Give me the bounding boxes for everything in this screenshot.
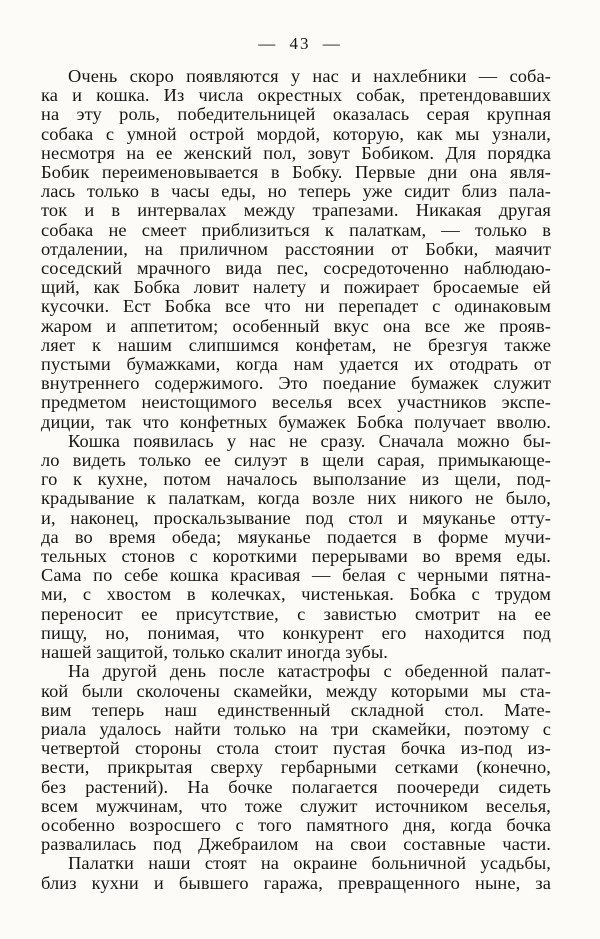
- text-line: риала удалось найти только на три скамейки, поэтому с: [41, 718, 551, 739]
- text-line: На другой день после катастрофы с обеденной палат-: [68, 661, 551, 682]
- text-line: тельных стонов с короткими перерывами во время еды.: [41, 546, 551, 567]
- text-line: диции, так что конфетных бумажек Бобка получает вволю.: [41, 411, 551, 432]
- text-line: вим теперь наш единственный складной стол. Мате-: [41, 699, 551, 720]
- text-line: Палатки наши стоят на окраине больничной усадьбы,: [68, 853, 551, 874]
- text-line: кой были сколочены скамейки, между которыми мы ста-: [41, 680, 551, 701]
- text-line: лась только в часы еды, но теперь уже сидит близ пала-: [41, 181, 551, 202]
- text-line: жаром и аппетитом; особенный вкус она все же прояв-: [41, 315, 551, 336]
- text-line: предметом неистощимого веселья всех участников экспе-: [41, 392, 551, 413]
- text-line: Бобик переименовывается в Бобку. Первые дни она явля-: [41, 162, 551, 183]
- text-line: внутреннего содержимого. Это поедание бумажек служит: [41, 373, 551, 394]
- text-line: переносит ее присутствие, с завистью смотрит на ее: [41, 603, 551, 624]
- text-line: Кошка появилась у нас не сразу. Сначала можно бы-: [68, 430, 551, 451]
- text-line: отдалении, на приличном расстоянии от Бобки, маячит: [41, 238, 551, 259]
- text-line: и, наконец, проскальзывание под стол и мяуканье отту-: [41, 507, 551, 528]
- text-line: пустыми бумажками, когда нам удается их отодрать от: [41, 354, 551, 375]
- text-line: Очень скоро появляются у нас и нахлебники — соба-: [68, 66, 551, 86]
- body-text: [41, 67, 551, 893]
- text-line: го к кухне, потом началось выползание из щели, под-: [41, 469, 551, 490]
- text-line: нашей защитой, только скалит иногда зубы.: [41, 642, 388, 663]
- text-line: ток и в интервалах между трапезами. Никакая другая: [41, 200, 551, 221]
- text-line: щий, как Бобка ловит налету и пожирает бросаемые ей: [41, 277, 551, 298]
- text-line: на эту роль, победительницей оказалась серая крупная: [41, 104, 551, 125]
- text-line: развалилась под Джебраилом на свои составные части.: [41, 834, 551, 855]
- text-line: ка и кошка. Из числа окрестных собак, претендовавших: [41, 85, 551, 106]
- text-line: без растений). На бочке полагается поочереди сидеть: [41, 776, 551, 797]
- text-line: соседский мрачного вида пес, сосредоточенно наблюдаю-: [41, 258, 551, 279]
- text-line: да во время обеда; мяуканье подается в форме мучи-: [41, 526, 551, 547]
- text-line: особенно возросшего с того памятного дня, когда бочка: [41, 814, 551, 835]
- text-line: всем мужчинам, что тоже служит источником веселья,: [41, 795, 551, 816]
- text-line: ми, с хвостом в колечках, чистенькая. Бобка с трудом: [41, 584, 551, 605]
- text-line: ло видеть только ее силуэт в щели сарая, примыкающе-: [41, 450, 551, 471]
- text-line: крадывание к палаткам, когда возле них никого не было,: [41, 488, 551, 509]
- text-line: несмотря на ее женский пол, зовут Бобиком. Для порядка: [41, 142, 551, 163]
- text-line: собака с умной острой мордой, которую, как мы узнали,: [41, 123, 551, 144]
- text-line: Сама по себе кошка красивая — белая с черными пятна-: [41, 565, 551, 586]
- text-line: близ кухни и бывшего гаража, превращенного ныне, за: [41, 872, 551, 893]
- text-line: ляет к нашим слипшимся конфетам, не брезгуя также: [41, 334, 551, 355]
- text-line: кусочки. Ест Бобка все что ни перепадет с одинаковым: [41, 296, 551, 317]
- text-line: собака не смеет приблизиться к палаткам, — только в: [41, 219, 551, 240]
- page-number: — 43 —: [258, 34, 342, 53]
- text-line: вести, прикрытая сверху гербарными сетками (конечно,: [41, 757, 551, 778]
- text-line: пищу, но, понимая, что конкурент его находится под: [41, 622, 551, 643]
- text-line: четвертой стороны стола стоит пустая бочка из-под из-: [41, 738, 551, 759]
